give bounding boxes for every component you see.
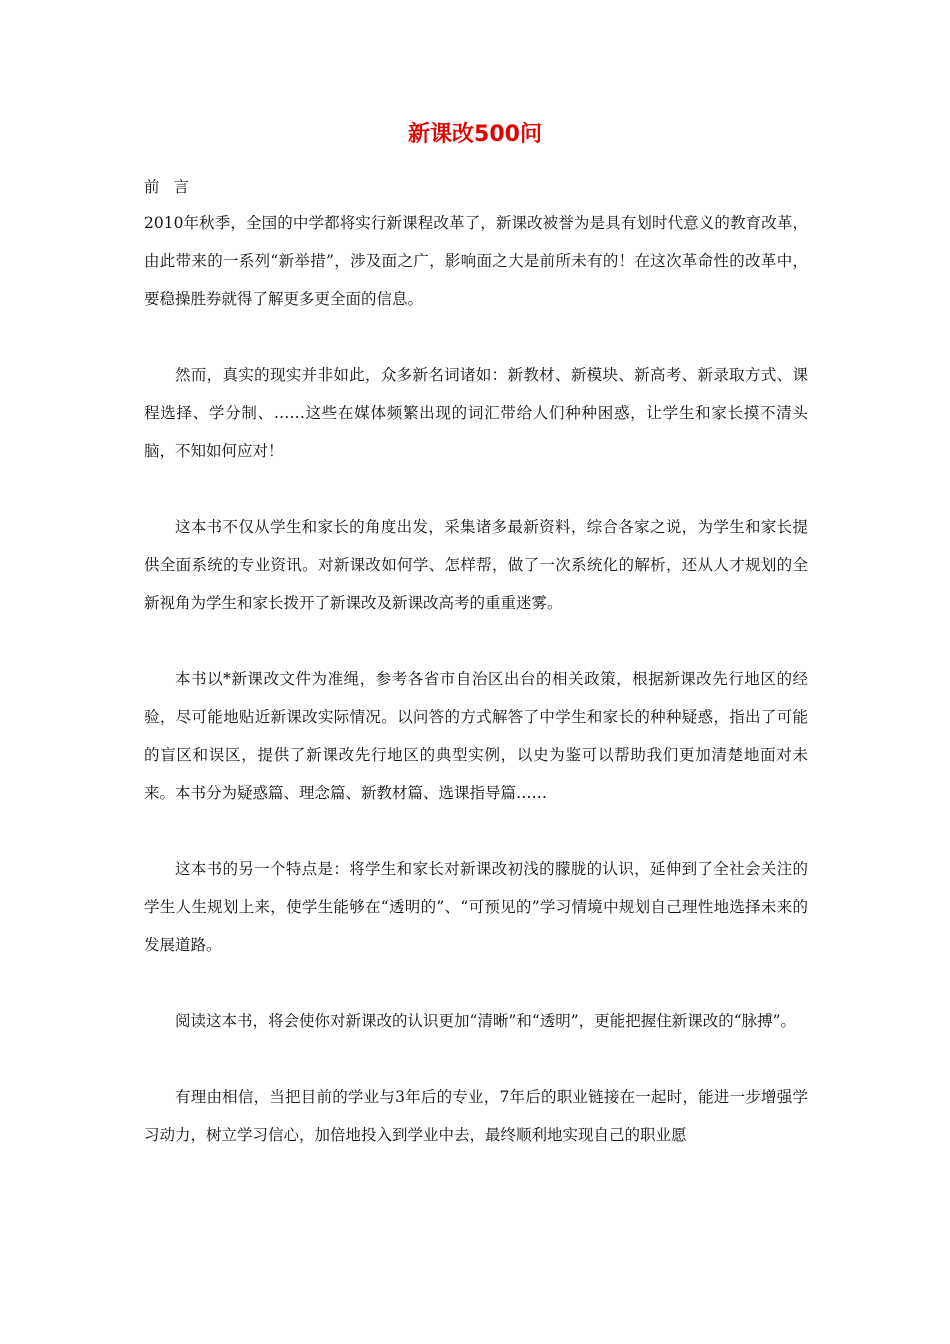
paragraph-3: 这本书不仅从学生和家长的角度出发，采集诸多最新资料，综合各家之说，为学生和家长提供全面系统的专业资讯。对新课改如何学、怎样帮，做了一次系统化的解析，还从人才规划的全新视角为学生和家长拨开了新课改及新课改高考的重重迷雾。 bbox=[144, 518, 808, 612]
paragraph-2: 然而，真实的现实并非如此，众多新名词诸如：新教材、新模块、新高考、新录取方式、课程选择、学分制、……这些在媒体频繁出现的词汇带给人们种种困惑，让学生和家长摸不清头脑，不知如何应对！ bbox=[144, 366, 808, 460]
paragraph-7: 有理由相信，当把目前的学业与3年后的专业，7年后的职业链接在一起时，能进一步增强学习动力，树立学习信心，加倍地投入到学业中去，最终顺利地实现自己的职业愿 bbox=[144, 1088, 808, 1144]
document-body bbox=[144, 174, 808, 1154]
document-title: 新课改500问 bbox=[408, 122, 542, 147]
paragraph-1: 2010年秋季，全国的中学都将实行新课程改革了，新课改被誉为是具有划时代意义的教育改革，由此带来的一系列“新举措”，涉及面之广，影响面之大是前所未有的！在这次革命性的改革中，要稳操胜券就得了解更多更全面的信息。 bbox=[144, 214, 808, 308]
paragraph-5: 这本书的另一个特点是：将学生和家长对新课改初浅的朦胧的认识，延伸到了全社会关注的学生人生规划上来，使学生能够在“透明的”、“可预见的”学习情境中规划自己理性地选择未来的发展道路。 bbox=[144, 860, 808, 954]
paragraph-4: 本书以*新课改文件为准绳，参考各省市自治区出台的相关政策，根据新课改先行地区的经验，尽可能地贴近新课改实际情况。以问答的方式解答了中学生和家长的种种疑惑，指出了可能的盲区和误区，提供了新课改先行地区的典型实例，以史为鉴可以帮助我们更加清楚地面对未来。本书分为疑惑篇、理念篇、新教材篇、选课指导篇…… bbox=[144, 670, 808, 802]
preface-heading: 前言 bbox=[144, 178, 204, 196]
paragraph-6: 阅读这本书，将会使你对新课改的认识更加“清晰”和“透明”，更能把握住新课改的“脉搏”。 bbox=[175, 1012, 797, 1030]
